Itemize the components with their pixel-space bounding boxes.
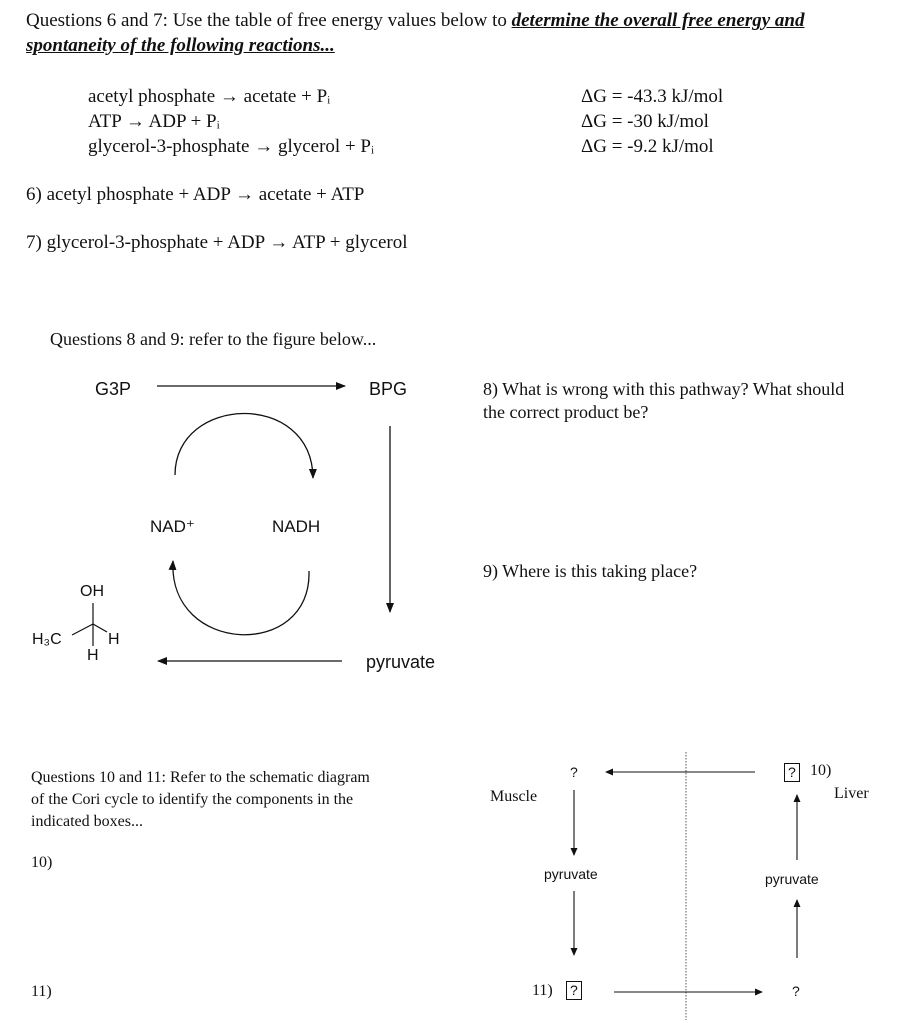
- label-pyruvate-muscle: pyruvate: [544, 866, 598, 882]
- question-8-line-2: the correct product be?: [483, 402, 649, 422]
- q1011-intro-line-3: indicated boxes...: [31, 813, 143, 830]
- label-11: 11): [532, 982, 553, 999]
- arc-nadh-to-nad: [173, 561, 309, 635]
- question-9: 9) Where is this taking place?: [483, 561, 698, 581]
- label-muscle: Muscle: [490, 788, 538, 805]
- q67-intro-plain: Questions 6 and 7: Use the table of free energy values below to: [26, 10, 512, 31]
- box-11: ?: [566, 981, 582, 1000]
- question-11: 11): [31, 983, 52, 1000]
- reaction-2-dg: ΔG = -30 kJ/mol: [581, 111, 709, 132]
- bond-c-h3c: [72, 624, 93, 635]
- q89-intro: Questions 8 and 9: refer to the figure below...: [50, 329, 377, 349]
- label-bpg: BPG: [369, 379, 408, 399]
- label-10: 10): [810, 762, 832, 779]
- question-7: 7) glycerol-3-phosphate + ADP → ATP + glycerol: [26, 232, 408, 253]
- q67-intro-emphasis-2: spontaneity of the following reactions...: [26, 35, 335, 56]
- label-h-bottom: H: [87, 647, 99, 664]
- label-unknown-bottom-right: ?: [792, 983, 800, 999]
- q1011-intro-line-1: Questions 10 and 11: Refer to the schematic diagram: [31, 769, 370, 786]
- label-pyruvate: pyruvate: [366, 652, 436, 672]
- label-pyruvate-liver: pyruvate: [765, 871, 819, 887]
- arc-nad-to-nadh: [175, 413, 313, 478]
- label-oh: OH: [80, 583, 104, 600]
- label-nad: NAD⁺: [150, 517, 195, 536]
- question-10: 10): [31, 854, 53, 871]
- label-liver: Liver: [834, 785, 869, 802]
- reaction-1-dg: ΔG = -43.3 kJ/mol: [581, 86, 724, 107]
- label-h-right: H: [108, 631, 120, 648]
- reaction-3-dg: ΔG = -9.2 kJ/mol: [581, 136, 714, 157]
- label-nadh: NADH: [272, 517, 321, 536]
- question-8-line-1: 8) What is wrong with this pathway? What should: [483, 379, 845, 399]
- label-g3p: G3P: [95, 379, 132, 399]
- reaction-2-equation: ATP → ADP + Pᵢ: [88, 111, 220, 132]
- question-6: 6) acetyl phosphate + ADP → acetate + ATP: [26, 184, 365, 205]
- q67-intro-emphasis-1: determine the overall free energy and: [511, 10, 805, 31]
- box-10: ?: [784, 763, 800, 782]
- label-unknown-top-left: ?: [570, 764, 578, 780]
- reaction-1-equation: acetyl phosphate → acetate + Pᵢ: [88, 86, 331, 107]
- reaction-3-equation: glycerol-3-phosphate → glycerol + Pᵢ: [88, 136, 375, 157]
- q1011-intro-line-2: of the Cori cycle to identify the components in the: [31, 791, 354, 808]
- label-h3c: H₃C: [32, 631, 62, 648]
- bond-c-h-right: [93, 624, 107, 632]
